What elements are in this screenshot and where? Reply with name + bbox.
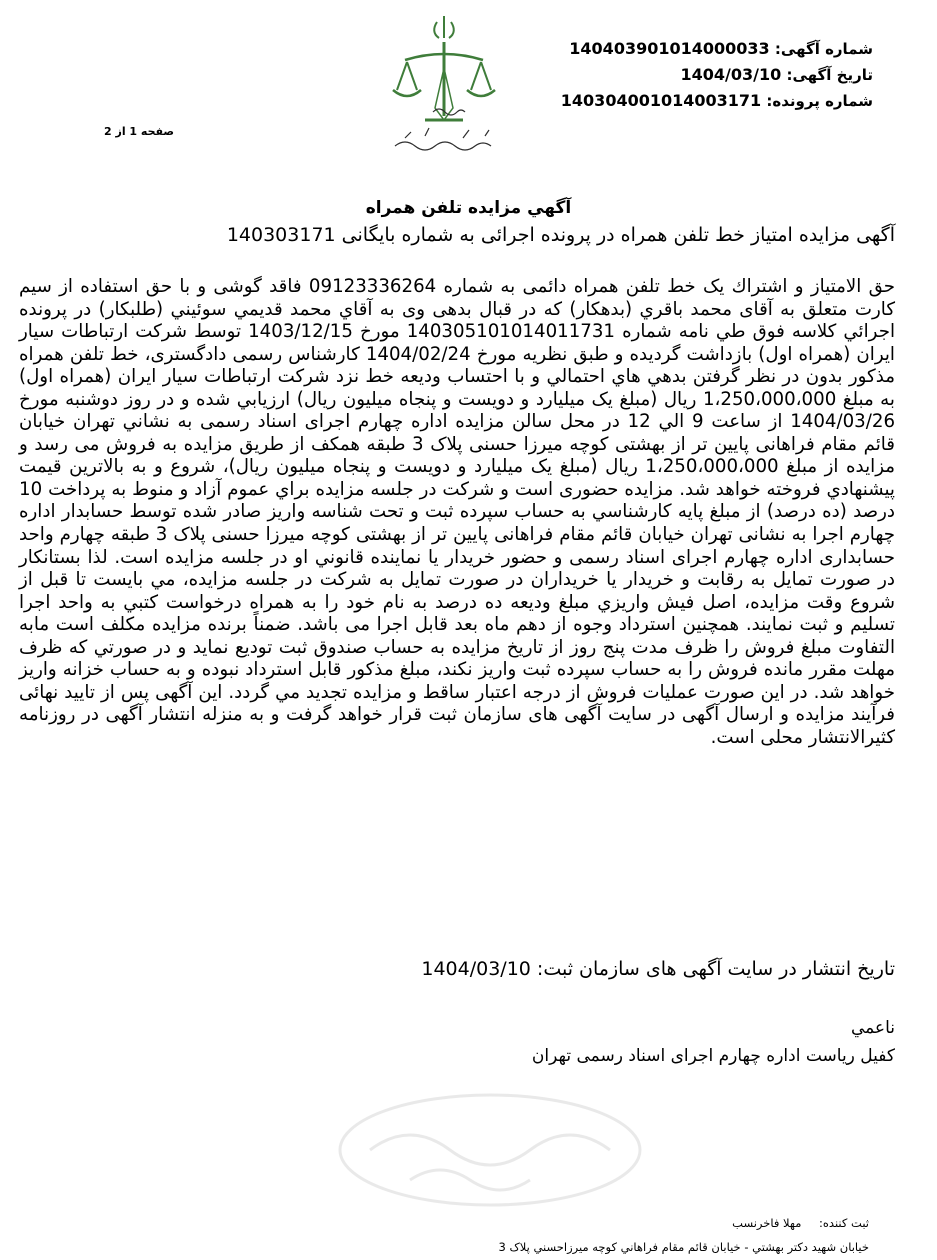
- notice-date-row: [513, 62, 873, 88]
- publish-date: 1404/03/10: [421, 958, 531, 980]
- notice-body: حق الامتياز و اشتراك يک خط تلفن همراه دائمی به شماره 09123336264 فاقد گوشی و با حق استفاده از سيم كارت متعلق به آقای محمد باقري (بدهكار) كه در قبال بدهی وی به آقاي محمد قديمي سوئيني (طلبكار) در پرونده اجرائي كلاسه فوق طي نامه شماره 140305101014011731 مورخ 1403/12/15 توسط شركت ارتباطات سيار ايران (همراه اول) بازداشت گرديده و طبق نظريه مورخ 1404/02/24 كارشناس رسمی دادگستری، خط تلفن همراه مذكور بدون در نظر گرفتن بدهي هاي احتمالي و با احتساب وديعه خط نزد شركت ارتباطات سيار ايران (همراه اول) به مبلغ 1،250،000،000 ريال (مبلغ يک ميليارد و دويست و پنجاه ميليون ريال) ارزيابي شده و در روز دوشنبه مورخ 1404/03/26 از ساعت 9 الي 12 در محل سالن مزايده اداره چهارم اجرای اسناد رسمی به نشاني تهران خيابان قائم مقام فراهانی پايين تر از بهشتی كوچه ميرزا حسنی پلاک 3 طبقه همكف از طريق مزايده به فروش می رسد و مزايده از مبلغ 1،250،000،000 ريال (مبلغ يک ميليارد و دويست و پنجاه ميليون ريال)، شروع و به بالاترين قيمت پيشنهادي فروخته خواهد شد. مزايده حضوری است و شركت در جلسه مزايده براي عموم آزاد و منوط به پرداخت 10 درصد (ده درصد) از مبلغ پايه كارشناسي به حساب سپرده ثبت و تحت شناسه واريز صادر شده توسط حسابدار اداره چهارم اجرا به نشانی تهران خيابان قائم مقام فراهانی پايين تر از بهشتی كوچه ميرزا حسنی پلاک 3 طبقه چهارم واحد حسابداری اداره چهارم اجرای اسناد رسمی و حضور خريدار يا نماينده قانوني او در جلسه مزايده است. لذا بستانكار در صورت تمايل به رقابت و خريدار يا خريداران در صورت تمايل به شركت در جلسه مزايده، مي بايست تا قبل از شروع وقت مزايده، اصل فيش واريزي مبلغ وديعه ده درصد به نام خود را به همراه درخواست كتبي به واحد اجرا تسليم و ثبت نمايند. همچنين استرداد وجوه از دهم ماه بعد قابل اجرا می باشد. ضمناً برنده مزايده مكلف است مابه التفاوت مبلغ فروش را ظرف مدت پنج روز از تاريخ مزايده به حساب صندوق ثبت توديع نمايد و در صورتي كه ظرف مهلت مقرر مانده فروش را به حساب سپرده ثبت واريز نكند، مبلغ مذكور قابل استرداد نبوده و به حساب خزانه واريز خواهد شد. در اين صورت عمليات فروش از درجه اعتبار ساقط و مزايده تجديد مي گردد. اين آگهی پس از تاييد نهائی فرآيند مزايده و ارسال آگهی در سايت آگهی های سازمان ثبت قرار خواهد گرفت و به منزله انتشار آگهی در روزنامه كثيرالانتشار محلی است.: [19, 276, 896, 748]
- case-number-label: شماره پرونده:: [766, 92, 873, 110]
- signer-title: كفيل رياست اداره چهارم اجرای اسناد رسمی تهران: [531, 1046, 895, 1066]
- office-address: خيابان شهيد دكتر بهشتي - خيابان قائم مقام فراهاني كوچه ميرزاحسني پلاک 3: [498, 1240, 869, 1254]
- notice-date-label: تاريخ آگهی:: [786, 66, 873, 84]
- case-number: 14030400101400317​1: [560, 91, 762, 110]
- notice-header: [513, 36, 873, 114]
- page-title: آگهي مزايده تلفن همراه: [365, 198, 572, 218]
- publish-date-line: [421, 958, 895, 980]
- case-number-row: [513, 88, 873, 114]
- notice-date: 1404/03/10: [680, 65, 782, 84]
- notice-number-row: [513, 36, 873, 62]
- notice-number-label: شماره آگهی:: [774, 40, 873, 58]
- registrar-label: ثبت كننده:: [819, 1216, 869, 1230]
- registrar-name: مهلا فاخرنسب: [732, 1216, 802, 1230]
- signer-name: ناعمي: [850, 1018, 895, 1038]
- registrar-line: [732, 1216, 869, 1230]
- judiciary-emblem-icon: [375, 8, 535, 158]
- watermark-logo: [300, 1080, 680, 1230]
- page-count: صفحه 1 از 2: [104, 125, 175, 138]
- notice-number: 140403901014000033: [569, 39, 770, 58]
- publish-date-label: تاريخ انتشار در سايت آگهی های سازمان ثبت:: [536, 958, 895, 980]
- notice-subtitle: آگهی مزایده امتیاز خط تلفن همراه در پرونده اجرائی به شماره بایگانی 140303171: [226, 224, 895, 246]
